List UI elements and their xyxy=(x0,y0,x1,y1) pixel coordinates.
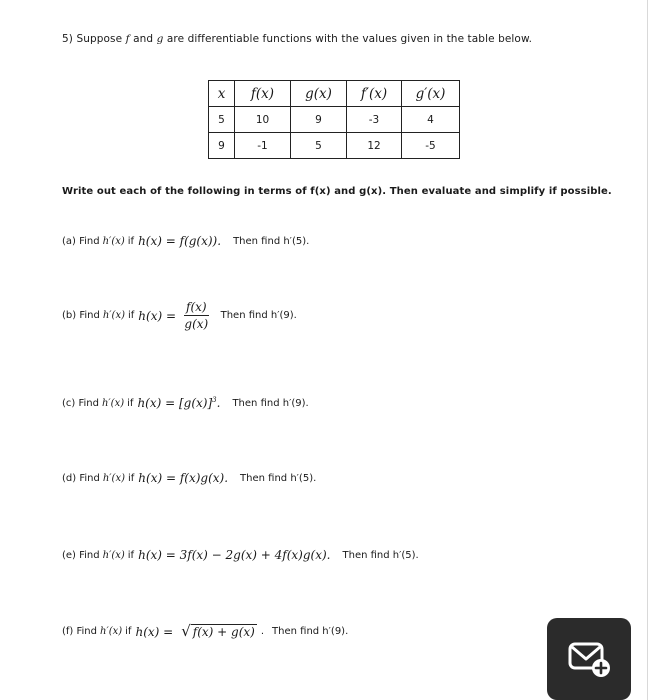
table-cell: 9 xyxy=(209,133,235,159)
table-cell: 4 xyxy=(402,107,460,133)
table-cell: 10 xyxy=(235,107,291,133)
part-b: (b) Find h′(x) if h(x) = $\frac{f(x)}{g(x)}$ Then find h′(9). xyxy=(62,300,297,331)
values-table xyxy=(208,80,460,159)
table-row xyxy=(209,107,460,133)
part-c: (c) Find h′(x) if $h(x) = [g(x)]^3$. Then find h′(9). xyxy=(62,396,309,410)
table-header: f(x) xyxy=(235,81,291,107)
fraction: $\frac{f(x)}{g(x)}$ xyxy=(184,300,209,331)
table-cell: 5 xyxy=(209,107,235,133)
table-cell: 5 xyxy=(291,133,347,159)
table-cell: 12 xyxy=(347,133,402,159)
radical-sign: √ xyxy=(181,622,191,640)
mail-plus-icon xyxy=(566,638,612,680)
table-cell: 9 xyxy=(291,107,347,133)
part-a: (a) Find h′(x) if h(x) = f(g(x)). Then find h′(5). xyxy=(62,234,310,248)
table-header: f′(x) xyxy=(347,81,402,107)
table-cell: -1 xyxy=(235,133,291,159)
table-header: x xyxy=(209,81,235,107)
square-root: √ f(x) + g(x) xyxy=(181,622,255,640)
part-e: (e) Find h′(x) if h(x) = 3f(x) − 2g(x) + 4f(x)g(x). Then find h′(5). xyxy=(62,548,419,562)
table-header-row xyxy=(209,81,460,107)
problem-number: 5) xyxy=(62,33,73,45)
part-d: (d) Find h′(x) if h(x) = f(x)g(x). Then find h′(5). xyxy=(62,471,317,485)
part-f: (f) Find h′(x) if h(x) = √ f(x) + g(x) . Then find h′(9). xyxy=(62,622,349,640)
compose-message-button[interactable] xyxy=(547,618,631,700)
table-header: g′(x) xyxy=(402,81,460,107)
table-header: g(x) xyxy=(291,81,347,107)
instruction-text: Write out each of the following in terms of f(x) and g(x). Then evaluate and simplify if possible. xyxy=(62,186,612,197)
table-row xyxy=(209,133,460,159)
table-cell: -5 xyxy=(402,133,460,159)
table-cell: -3 xyxy=(347,107,402,133)
problem-statement: 5) Suppose f and g are differentiable functions with the values given in the table below. xyxy=(62,33,533,45)
